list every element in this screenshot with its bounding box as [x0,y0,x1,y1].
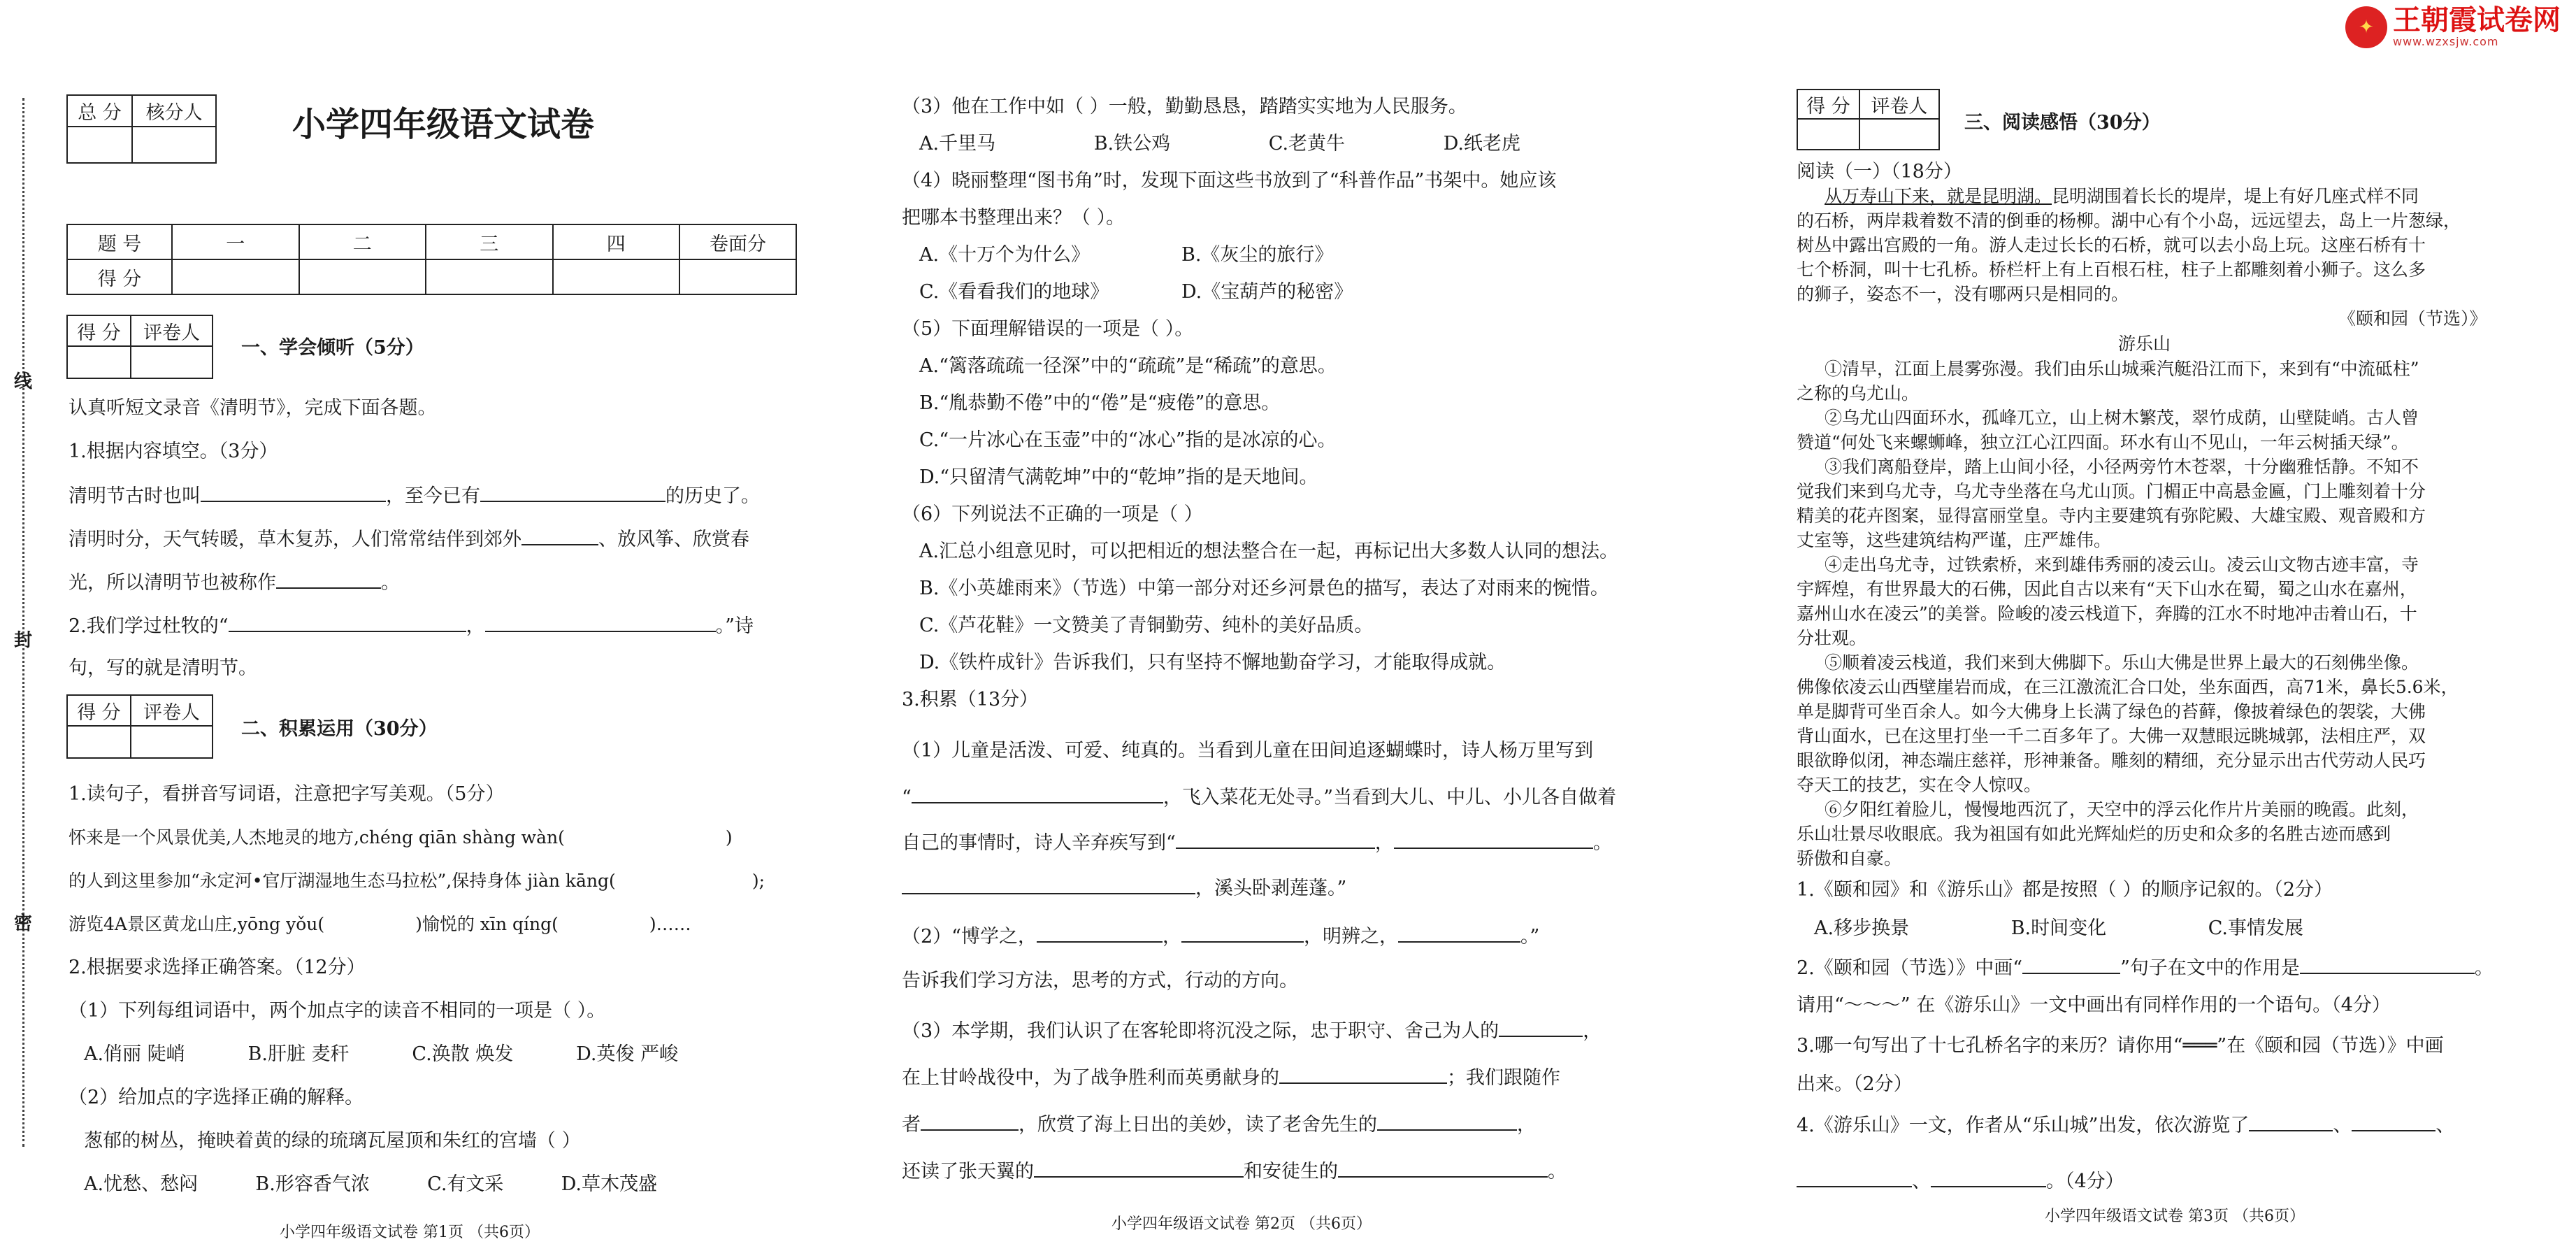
text-span: ，溪头卧剥莲蓬。” [1195,878,1347,899]
passage-line: ⑥夕阳红着脸儿，慢慢地西沉了，天空中的浮云化作片片美丽的晚霞。此刻， [1825,799,2419,820]
option-a[interactable]: A.“篱落疏疏一径深”中的“疏疏”是“稀疏”的意思。 [919,355,1337,377]
answer-blank[interactable] [1931,1168,2046,1187]
text-span: （3）本学期，我们认识了在客轮即将沉没之际，忠于职守、舍己为人的 [902,1020,1499,1042]
option-b[interactable]: B.形容香气浓 [255,1173,370,1195]
text-span: ， [1162,926,1181,948]
logo-url: www.wzxsjw.com [2393,35,2499,48]
text-line: 1.根据内容填空。（3分） [69,441,278,462]
options-row [84,1042,678,1067]
answer-blank[interactable] [2249,1112,2333,1131]
answer-blank[interactable] [276,569,381,589]
text-line: 告诉我们学习方法，思考的方式，行动的方向。 [902,970,1298,992]
text-span: （2）“博学之， [902,926,1037,948]
logo-name: 王朝霞试卷网 [2393,4,2561,36]
grader-score-header: 得 分 [1797,90,1859,119]
answer-blank[interactable] [912,784,1163,803]
option-b[interactable]: B.肝脏 麦秆 [247,1043,350,1065]
passage-line: 宇辉煌，有世界最大的石佛，因此自古以来有“天下山水在蜀，蜀之山水在嘉州， [1797,579,2417,599]
score-cell[interactable] [679,259,796,294]
score-table-header: 一 [172,224,299,259]
passage-line: 乐山壮景尽收眼底。我为祖国有如此光辉灿烂的历史和众多的名胜古迹而感到 [1797,824,2391,844]
text-line: 1.读句子，看拼音写词语，注意把字写美观。（5分） [69,783,505,805]
text-span: 4.《游乐山》一文，作者从“乐山城”出发，依次游览了 [1797,1115,2250,1136]
option-d[interactable]: D.草木茂盛 [561,1173,657,1195]
text-line: 句，写的就是清明节。 [69,657,257,679]
passage-line: ①清早，江面上晨雾弥漫。我们由乐山城乘汽艇沿江而下，来到有“中流砥柱” [1825,359,2419,379]
passage-line: ③我们离船登岸，踏上山间小径，小径两旁竹木苍翠，十分幽雅恬静。不知不 [1825,457,2419,477]
answer-blank[interactable] [1037,923,1163,943]
passage-line: 之称的乌尤山。 [1797,383,1920,403]
passage-line: 佛像依凌云山西壁崖岩而成，在三江激流汇合口处，坐东面西，高71米，鼻长5.6米， [1797,677,2459,697]
answer-blank[interactable] [1176,829,1375,849]
text-span: ，欣赏了海上日出的美妙，读了老舍先生的 [1019,1114,1377,1136]
text-span: 。” [1520,926,1540,948]
text-span: 清明节古时也叫 [69,485,201,507]
text-span: 游览4A景区黄龙山庄,yōng yǒu( [69,914,325,934]
grader-header: 评卷人 [131,695,213,726]
total-score-box [66,94,217,164]
fill-line [902,923,1539,950]
text-span: ”句子在文中的作用是 [2120,957,2300,979]
passage-line: 的石桥，两岸栽着数不清的倒垂的杨柳。湖中心有个小岛，远远望去，岛上一片葱绿， [1797,210,2461,231]
answer-blank[interactable] [1398,923,1520,943]
options-row [919,243,1333,268]
margin-char-secret: 密 [14,913,33,934]
text-line: （4）晓丽整理“图书角”时，发现下面这些书放到了“科普作品”书架中。她应该 [902,170,1557,192]
score-table-header: 卷面分 [679,224,796,259]
option-a[interactable]: A.汇总小组意见时，可以把相近的想法整合在一起，再标记出大多数人认同的想法。 [919,541,1619,562]
score-table [66,224,797,295]
margin-char-seal: 封 [14,630,33,651]
passage-line: 分壮观。 [1797,628,1867,648]
page-title: 小学四年级语文试卷 [292,105,595,144]
answer-blank[interactable] [921,1111,1019,1131]
options-row [1814,916,2303,941]
text-line: 把哪本书整理出来？（ ）。 [902,207,1125,229]
option-a[interactable]: A.忧愁、愁闷 [84,1173,199,1195]
option-d[interactable]: D.纸老虎 [1443,133,1520,155]
fill-line [902,1111,1536,1138]
passage-line: ④走出乌尤寺，过铁索桥，来到雄伟秀丽的凌云山。凌云山文物古迹丰富，寺 [1825,555,2419,575]
passage-line: ②乌尤山四面环水，孤峰兀立，山上树木繁茂，翠竹成荫，山壁陡峭。古人曾 [1825,408,2419,428]
text-span: ，至今已有 [386,485,480,507]
text-span: 者 [902,1114,921,1136]
fill-line [902,784,1616,810]
fill-line [69,482,760,509]
passage-line: 的狮子，姿态不一，没有哪两只是相同的。 [1797,284,2129,304]
pinyin-line [69,912,691,937]
logo-badge-icon: ✦ [2345,6,2387,48]
answer-blank[interactable] [2022,955,2120,974]
score-table-header: 四 [553,224,680,259]
section-1-heading: 一、学会倾听（5分） [241,337,424,359]
option-b[interactable]: B.时间变化 [2010,917,2107,939]
text-span: 清明时分，天气转暖，草木复苏，人们常常结伴到郊外 [69,529,521,550]
score-cell[interactable] [299,259,426,294]
score-table-header: 二 [299,224,426,259]
text-span: 。（4分） [2046,1171,2124,1192]
passage-line: 七个桥洞，叫十七孔桥。桥栏杆上有上百根石柱，柱子上都雕刻着小狮子。这么多 [1797,259,2426,280]
fill-line [69,613,754,639]
grader-score-header: 得 分 [67,315,131,346]
score-table-header: 三 [426,224,553,259]
answer-blank[interactable] [1394,829,1593,849]
score-cell[interactable] [553,259,680,294]
question-3-line2: 出来。（2分） [1797,1073,1913,1095]
text-span: ) [725,827,733,848]
option-b[interactable]: B.《小英雄雨来》（节选）中第一部分对还乡河景色的描写，表达了对雨来的惋惜。 [919,578,1609,599]
text-span: 。 [2474,957,2494,979]
page-footer: 小学四年级语文试卷 第1页 （共6页） [280,1224,540,1241]
option-b[interactable]: B.铁公鸡 [1093,133,1171,155]
score-row-label: 得 分 [67,259,172,294]
answer-blank[interactable] [229,613,466,632]
passage-line: 树丛中露出宫殿的一角。游人走过长长的石桥，就可以去小岛上玩。这座石桥有十 [1797,235,2426,255]
text-span: 2.《颐和园（节选）》中画“ [1797,957,2023,979]
option-c[interactable]: C.涣散 焕发 [412,1043,514,1065]
fill-line [902,1158,1567,1185]
answer-blank[interactable] [1338,1158,1548,1178]
text-span: 、 [2333,1115,2352,1136]
score-cell[interactable] [172,259,299,294]
answer-blank[interactable] [480,482,665,502]
question-1: 1.《颐和园》和《游乐山》都是按照（ ）的顺序记叙的。（2分） [1797,879,2333,901]
passage-line: ⑤顺着凌云栈道，我们来到大佛脚下。乐山大佛是世界上最大的石刻佛坐像。 [1825,652,2419,673]
option-a[interactable]: A.千里马 [919,133,996,155]
answer-blank[interactable] [1797,1168,1912,1187]
text-span: 、 [1912,1171,1931,1192]
text-span: 在上甘岭战役中，为了战争胜利而英勇献身的 [902,1067,1279,1089]
section-3-heading: 三、阅读感悟（30分） [1964,112,2161,134]
answer-blank[interactable] [1499,1017,1583,1037]
score-table-header: 题 号 [67,224,172,259]
option-a[interactable]: A.俏丽 陡峭 [84,1043,185,1065]
option-a[interactable]: A.《十万个为什么》 [919,244,1091,266]
margin-char-line: 线 [14,371,33,392]
grader-score-cell[interactable] [67,346,131,378]
text-span: “ [902,787,912,808]
passage-line: 夺天工的技艺，实在令人惊叹。 [1797,775,2042,795]
page-footer: 小学四年级语文试卷 第2页 （共6页） [1111,1215,1372,1233]
page-2 [881,0,1748,1251]
option-c[interactable]: C.《看看我们的地球》 [919,281,1109,303]
checker-cell[interactable] [132,127,216,163]
passage-rest: 昆明湖围着长长的堤岸，堤上有好几座式样不同 [2052,186,2419,206]
grader-score-cell[interactable] [67,726,131,758]
text-span: ，明辨之， [1303,926,1398,948]
question-4-line2 [1797,1168,2124,1194]
total-score-cell[interactable] [67,127,132,163]
text-span: 3.哪一句写出了十七孔桥名字的来历？请你用“ [1797,1035,2183,1057]
text-span: 还读了张天翼的 [902,1161,1034,1182]
text-span: 。”诗 [715,615,754,637]
options-row [84,1172,657,1197]
text-span: )愉悦的 xīn qíng( [415,914,559,934]
answer-blank[interactable] [1034,1158,1244,1178]
grader-header: 评卷人 [131,315,213,346]
option-c[interactable]: C.“一片冰心在玉壶”中的“冰心”指的是冰凉的心。 [919,429,1337,451]
passage-line: 觉我们来到乌尤寺，乌尤寺坐落在乌尤山顶。门楣正中高悬金匾，门上雕刻着十分 [1797,481,2426,501]
text-span: 。 [381,572,400,594]
answer-blank[interactable] [485,613,716,632]
text-span: ，飞入菜花无处寻。”当看到大儿、中儿、小儿各自做着 [1163,787,1617,808]
text-span: ”在《颐和园（节选）》中画 [2217,1035,2444,1057]
page-footer: 小学四年级语文试卷 第3页 （共6页） [2045,1208,2305,1225]
option-c[interactable]: C.事情发展 [2208,917,2303,939]
options-row [919,280,1353,305]
answer-blank[interactable] [2352,1112,2435,1131]
answer-blank[interactable] [1181,923,1304,943]
text-line: （3）他在工作中如（ ）一般，勤勤恳恳，踏踏实实地为人民服务。 [902,96,1467,117]
page-1 [0,0,853,1251]
passage-line: 单是脚背可坐百余人。如今大佛身上长满了绿色的苔藓，像披着绿色的袈裟，大佛 [1797,701,2426,722]
option-c[interactable]: C.有文采 [427,1173,504,1195]
text-span: 怀来是一个风景优美,人杰地灵的地方,chéng qiān shàng wàn( [69,827,565,848]
text-line: （5）下面理解错误的一项是（ ）。 [902,318,1194,340]
text-span: 光，所以清明节也被称作 [69,572,276,594]
text-span: 、 [2435,1115,2455,1136]
grader-box-2 [66,694,213,759]
passage-source: 《颐和园（节选）》 [2338,308,2487,329]
pinyin-line [69,825,733,850]
question-3 [1797,1034,2444,1059]
text-line: 葱郁的树丛，掩映着黄的绿的琉璃瓦屋顶和朱红的宫墙（ ） [84,1130,581,1152]
grader-cell[interactable] [1859,119,1939,150]
text-span: 和安徒生的 [1244,1161,1338,1182]
question-2 [1797,955,2494,981]
passage-line: 骄傲和自豪。 [1797,848,1902,868]
option-d[interactable]: D.“只留清气满乾坤”中的“乾坤”指的是天地间。 [919,466,1318,488]
answer-blank[interactable] [1279,1064,1447,1084]
section-2-heading: 二、积累运用（30分） [241,718,438,740]
passage-line: 背山面水，已在这里打坐一千二百多年了。大佛一双慧眼远眺城郭，法相庄严，双 [1797,726,2426,746]
passage-line: 精美的花卉图案，显得富丽堂皇。寺内主要建筑有弥陀殿、大雄宝殿、观音殿和方 [1797,506,2426,526]
answer-blank[interactable] [902,875,1195,894]
passage-title: 游乐山 [2118,334,2171,354]
option-b[interactable]: B.“胤恭勤不倦”中的“倦”是“疲倦”的意思。 [919,392,1281,414]
option-c[interactable]: C.《芦花鞋》一文赞美了青铜勤劳、纯朴的美好品质。 [919,615,1374,636]
option-b[interactable]: B.《灰尘的旅行》 [1181,244,1334,266]
grader-score-cell[interactable] [1797,119,1859,150]
fill-line [902,829,1612,856]
question-4 [1797,1112,2454,1138]
text-span: 。 [1592,832,1612,854]
option-d[interactable]: D.《宝葫芦的秘密》 [1181,281,1353,303]
option-c[interactable]: C.老黄牛 [1268,133,1346,155]
text-span: )…… [649,914,691,934]
text-span: 、放风筝、欣赏春 [598,529,749,550]
passage-line: 丈室等，这些建筑结构严谨，庄严雄伟。 [1797,530,2112,550]
text-span: ， [1517,1114,1536,1136]
answer-blank[interactable] [201,482,386,502]
answer-blank[interactable] [2300,955,2475,974]
grader-score-header: 得 分 [67,695,131,726]
underlined-sentence: 从万寿山下来，就是昆明湖。 [1825,186,2052,206]
text-span: 的人到这里参加“永定河•官厅湖湿地生态马拉松”,保持身体 jiàn kāng( [69,871,616,891]
option-d[interactable]: D.《铁杵成针》告诉我们，只有坚持不懈地勤奋学习，才能取得成就。 [919,652,1506,673]
text-line: 3.积累（13分） [902,689,1039,710]
text-span: ；我们跟随作 [1447,1067,1560,1089]
passage-line: 赞道“何处飞来螺蛳峰，独立江心江四面。环水有山不见山，一年云树插天绿”。 [1797,432,2409,452]
option-a[interactable]: A.移步换景 [1814,917,1910,939]
fill-line [69,526,749,552]
passage-line: 嘉州山水在凌云”的美誉。险峻的凌云栈道下，奔腾的江水不时地冲击着山石，十 [1797,603,2417,624]
text-span: ， [1374,832,1394,854]
page-3 [1779,0,2576,1251]
answer-blank[interactable] [1377,1111,1517,1131]
text-line: 2.根据要求选择正确答案。（12分） [69,957,366,978]
passage-line: 眼欲睁似闭，神态端庄慈祥，形神兼备。雕刻的精细，充分显示出古代劳动人民巧 [1797,750,2426,771]
text-line: （2）给加点的字选择正确的解释。 [69,1087,364,1108]
answer-blank[interactable] [521,526,598,545]
text-line: （6）下列说法不正确的一项是（ ） [902,503,1203,525]
text-span: ); [751,871,765,891]
text-span: ， [466,615,485,637]
text-line: 认真听短文录音《清明节》，完成下面各题。 [69,397,437,419]
text-span: 自己的事情时，诗人辛弃疾写到“ [902,832,1176,854]
fill-line [902,1017,1602,1044]
reading-1-heading: 阅读（一）（18分） [1797,161,1962,183]
text-span: 。 [1548,1161,1567,1182]
checker-header: 核分人 [132,95,216,127]
grader-cell[interactable] [131,726,213,758]
fill-line [69,569,400,596]
text-line: （1）下列每组词语中，两个加点字的读音不相同的一项是（ ）。 [69,1000,606,1022]
options-row [919,131,1520,157]
text-span: ， [1583,1020,1602,1042]
text-span: 的历史了。 [665,485,760,507]
text-line: （1）儿童是活泼、可爱、纯真的。当看到儿童在田间追逐蝴蝶时，诗人杨万里写到 [902,740,1594,762]
option-d[interactable]: D.英俊 严峻 [576,1043,678,1065]
grader-cell[interactable] [131,346,213,378]
fill-line [902,1064,1560,1091]
total-score-header: 总 分 [67,95,132,127]
grader-box-1 [66,315,213,379]
grader-box-3 [1797,89,1940,150]
question-2-line2: 请用“～～～” 在《游乐山》一文中画出有同样作用的一个语句。（4分） [1797,994,2391,1016]
double-underline-mark: ═══ [2182,1035,2217,1057]
passage-line [1825,184,2419,209]
text-span: 2.我们学过杜牧的“ [69,615,229,637]
fill-line [902,875,1346,901]
grader-header: 评卷人 [1859,90,1939,119]
pinyin-line [69,868,765,894]
score-cell[interactable] [426,259,553,294]
